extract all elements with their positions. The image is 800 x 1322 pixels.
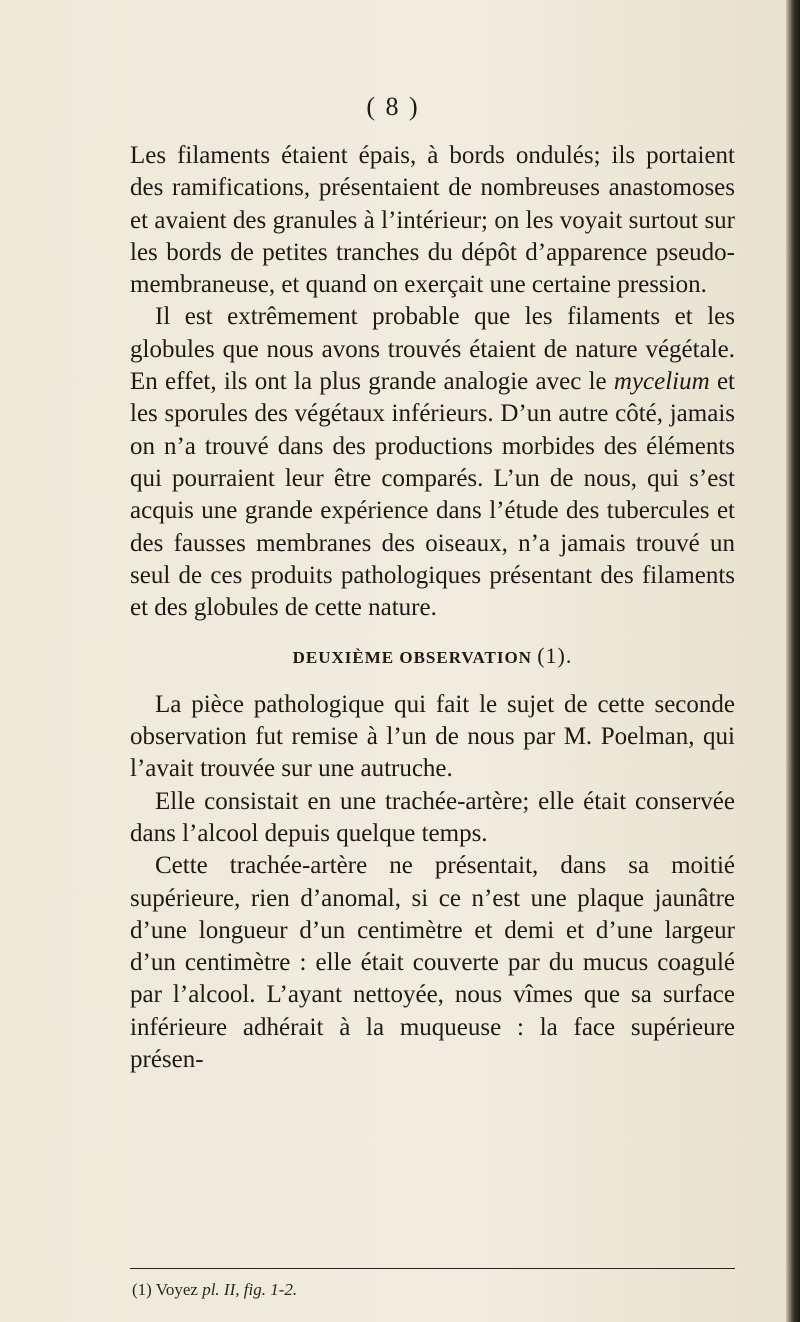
footnote-divider [130, 1268, 735, 1269]
paragraph-3: La pièce pathologique qui fait le sujet de cette seconde observation fut remise à l’un de nous par M. Poelman, qui l’avait trouvée sur une autruche. [130, 690, 735, 783]
paragraph-4: Elle consistait en une trachée-artère; elle était conservée dans l’alcool depuis quelque temps. [130, 787, 735, 847]
section-heading [130, 640, 735, 674]
body-text [130, 140, 735, 1076]
footnote-plate-reference: pl. II, fig. 1-2. [202, 1280, 298, 1299]
section-heading-text: DEUXIÈME OBSERVATION [292, 648, 532, 668]
paragraph-2 [130, 301, 735, 624]
paragraph-1: Les filaments étaient épais, à bords ondulés; ils portaient des ramifications, présentaient de nombreuses anastomoses et avaient des granules à l’intérieur; on les voyait surtout sur les bords de petites tranches du dépôt d’apparence pseudo-membraneuse, et quand on exerçait une certaine pression. [130, 142, 735, 299]
italic-term-mycelium: mycelium [613, 368, 710, 396]
paragraph-2-text-a: Il est extrêmement probable que les filaments et les globules que nous avons trouvés étaient de nature végétale. En effet, ils ont la plus grande analogie avec le [130, 303, 735, 396]
paragraph-5: Cette trachée-artère ne présentait, dans sa moitié supérieure, rien d’anomal, si ce n’est une plaque jaunâtre d’une longueur d’un centimètre et demi et d’une largeur d’un centimètre : elle était couverte par du mucus coagulé par l’alcool. L’ayant nettoyée, nous vîmes que sa surface inférieure adhérait à la muqueuse : la face supérieure présen- [130, 852, 735, 1074]
book-spine-edge [786, 0, 800, 1322]
page-number: ( 8 ) [366, 92, 420, 121]
footnote-text: Voyez [151, 1280, 203, 1299]
footnote [132, 1280, 297, 1300]
footnote-reference: (1). [537, 643, 573, 669]
paragraph-2-text-b: et les sporules des végétaux inférieurs. D’un autre côté, jamais on n’a trouvé dans des productions morbides des éléments qui pourraient leur être comparés. L’un de nous, qui s’est acquis une grande expérience dans l’étude des tubercules et des fausses membranes des oiseaux, n’a jamais trouvé un seul de ces produits pathologiques présentant des filaments et des globules de cette nature. [130, 368, 736, 622]
footnote-marker: (1) [132, 1280, 152, 1299]
